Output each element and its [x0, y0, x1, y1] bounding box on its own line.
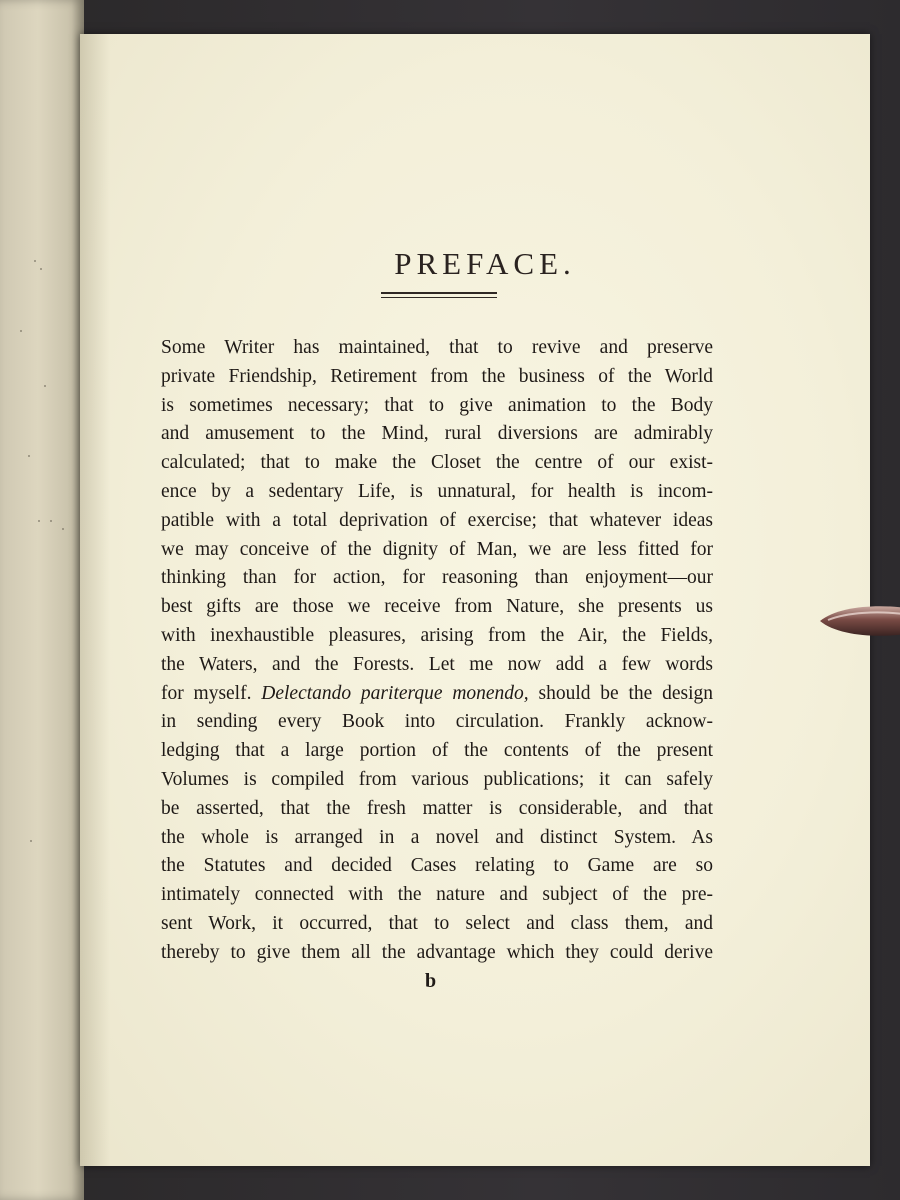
text-line-segment: for myself.: [161, 682, 262, 704]
page-marker-clip-icon: [818, 602, 900, 640]
text-line: the Waters, and the Forests. Let me now add a few words: [161, 653, 713, 675]
text-line: in sending every Book into circulation. Frankly acknow-: [161, 711, 713, 733]
text-line: best gifts are those we receive from Nature, she presents us: [161, 596, 713, 618]
page-title: PREFACE.: [394, 246, 576, 281]
text-line: and amusement to the Mind, rural diversions are admirably: [161, 423, 713, 445]
signature-mark: b: [425, 970, 437, 992]
text-line: we may conceive of the dignity of Man, we are less fitted for: [161, 538, 713, 560]
text-line: the whole is arranged in a novel and distinct System. As: [161, 826, 713, 848]
latin-motto: Delectando pariterque monendo,: [261, 682, 529, 704]
text-line: Some Writer has maintained, that to revive and preserve: [161, 337, 713, 358]
text-line: Volumes is compiled from various publications; it can safely: [161, 768, 713, 790]
text-line: with inexhaustible pleasures, arising from the Air, the Fields,: [161, 624, 713, 646]
book-page: [80, 34, 870, 1166]
facing-page-edge: [0, 0, 84, 1200]
text-line: is sometimes necessary; that to give animation to the Body: [161, 394, 713, 416]
preface-paragraph: [161, 334, 713, 968]
text-line: thinking than for action, for reasoning than enjoyment—our: [161, 567, 713, 589]
text-line: private Friendship, Retirement from the business of the World: [161, 365, 713, 387]
text-line: the Statutes and decided Cases relating to Game are so: [161, 855, 713, 877]
text-line: intimately connected with the nature and subject of the pre-: [161, 884, 713, 906]
text-line: patible with a total deprivation of exercise; that whatever ideas: [161, 509, 713, 531]
title-rule-thick: [381, 292, 497, 294]
text-line: sent Work, it occurred, that to select and class them, and: [161, 912, 713, 934]
text-line: thereby to give them all the advantage which they could derive: [161, 941, 713, 963]
title-rule-thin: [381, 297, 497, 298]
text-line-segment: should be the design: [528, 682, 713, 704]
text-line: ledging that a large portion of the contents of the present: [161, 740, 713, 762]
text-line: calculated; that to make the Closet the centre of our exist-: [161, 452, 713, 474]
text-line: be asserted, that the fresh matter is considerable, and that: [161, 797, 713, 819]
text-line: ence by a sedentary Life, is unnatural, for health is incom-: [161, 480, 713, 502]
text-line: [161, 680, 713, 709]
